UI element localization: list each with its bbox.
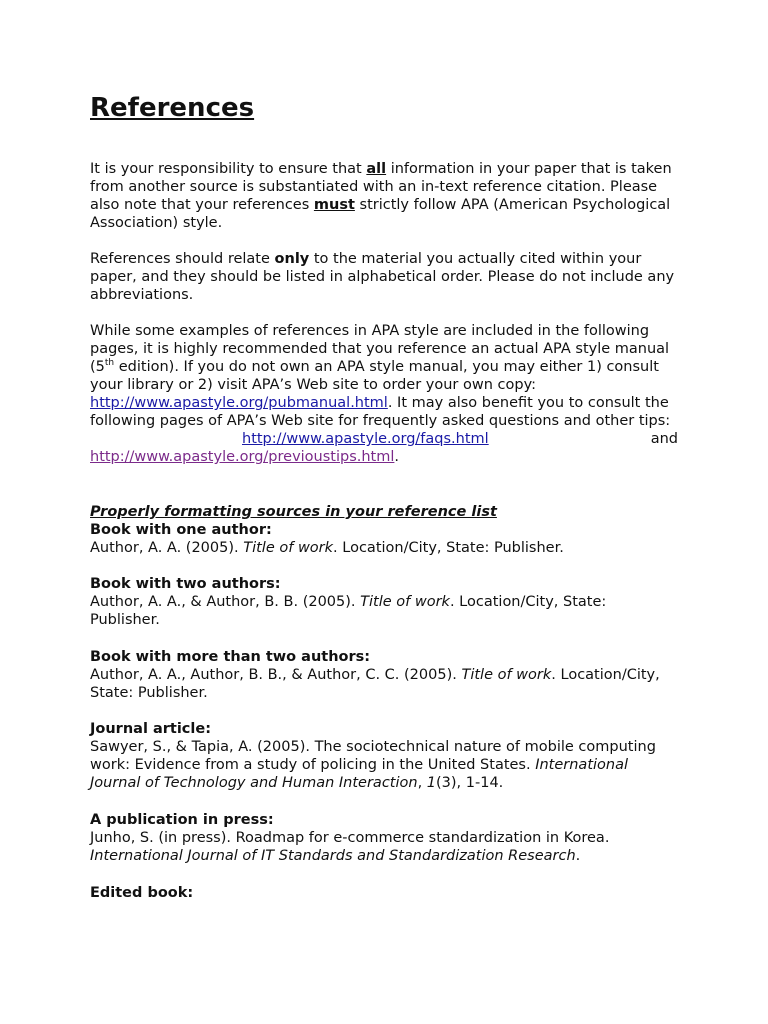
emphasis-all: all xyxy=(366,161,387,177)
page-title: References xyxy=(90,93,255,123)
entry-citation: Sawyer, S., & Tapia, A. (2005). The sociotechnical nature of mobile computing work: Evidence from a study of policing in the United States. International Journal of Technology and Human Interaction, 1(3), 1-14. xyxy=(90,739,656,791)
entry-heading: Book with one author: xyxy=(90,522,272,538)
previoustips-line: http://www.apastyle.org/previoustips.html. xyxy=(90,449,400,465)
relevance-paragraph: References should relate only to the material you actually cited within your paper, and they should be listed in alphabetical order. Please do not include any abbreviations. xyxy=(90,251,675,303)
faq-link-row xyxy=(90,430,678,448)
link-previoustips[interactable]: http://www.apastyle.org/previoustips.html xyxy=(90,449,395,465)
section-heading: Properly formatting sources in your reference list xyxy=(90,504,497,520)
link-pubmanual[interactable]: http://www.apastyle.org/pubmanual.html xyxy=(90,395,388,411)
emphasis-must: must xyxy=(313,197,355,213)
link-faqs[interactable]: http://www.apastyle.org/faqs.html xyxy=(242,431,489,447)
apa-manual-paragraph: While some examples of references in APA style are included in the following pages, it is highly recommended that you reference an actual APA style manual (5th edition). If you do not own an APA style manual, you may either 1) consult your library or 2) visit APA’s Web site to order your own copy: http://www.apastyle.org/pubmanual.html. It may also benefit you to consult the following pages of APA’s Web site for frequently asked questions and other tips: http://www.apastyle.org/faqs.html and http://www.apastyle.org/previoustips.html. xyxy=(90,323,678,465)
entry-citation: Author, A. A., Author, B. B., & Author, C. C. (2005). Title of work. Location/City, State: Publisher. xyxy=(90,667,660,701)
entry-heading: Journal article: xyxy=(90,721,211,737)
entry-heading: Book with two authors: xyxy=(90,576,281,592)
entry-journal-article xyxy=(90,720,678,792)
entry-edited-book xyxy=(90,884,678,902)
entry-citation: Junho, S. (in press). Roadmap for e-commerce standardization in Korea. International Journal of IT Standards and Standardization Research. xyxy=(90,830,610,864)
entry-in-press xyxy=(90,811,678,865)
superscript-th: th xyxy=(104,358,115,369)
entry-citation: Author, A. A., & Author, B. B. (2005). Title of work. Location/City, State: Publisher. xyxy=(90,594,607,628)
entry-book-one-author xyxy=(90,521,678,557)
entry-citation: Author, A. A. (2005). Title of work. Location/City, State: Publisher. xyxy=(90,540,564,556)
entry-heading: Book with more than two authors: xyxy=(90,649,371,665)
emphasis-only: only xyxy=(274,251,310,267)
entry-heading: A publication in press: xyxy=(90,812,274,828)
entry-book-two-authors xyxy=(90,575,678,629)
intro-paragraph: It is your responsibility to ensure that all information in your paper that is taken from another source is substantiated with an in-text reference citation. Please also note that your references must strictly follow APA (American Psychological Association) style. xyxy=(90,161,672,231)
entry-book-many-authors xyxy=(90,648,678,702)
and-word: and xyxy=(650,431,678,447)
entry-heading: Edited book: xyxy=(90,885,194,901)
